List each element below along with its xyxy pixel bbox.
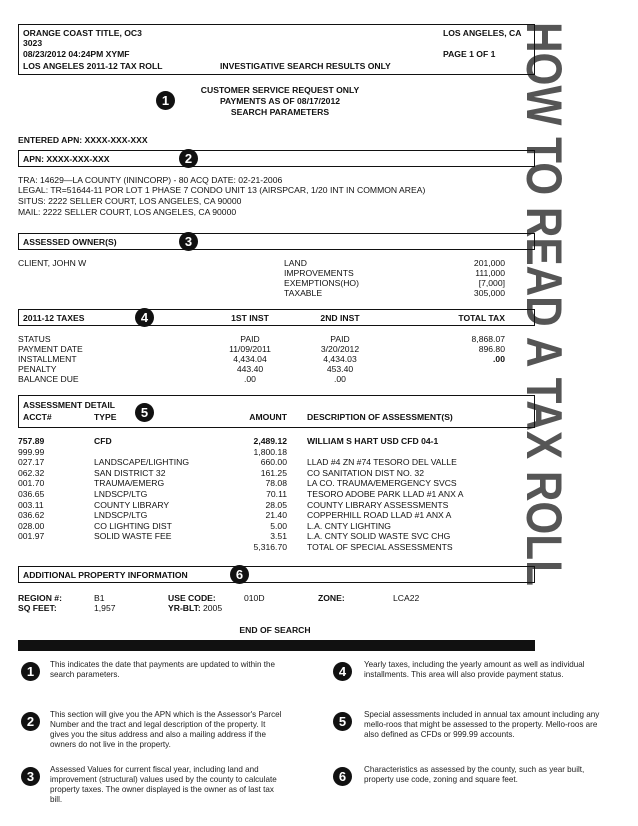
inst2-header: 2ND INST <box>320 313 360 323</box>
total-balance: .00 <box>493 354 505 364</box>
total-header: TOTAL TAX <box>458 313 505 323</box>
note-5-badge: 5 <box>333 712 352 731</box>
request-line-2: PAYMENTS AS OF 08/17/2012 <box>219 96 341 106</box>
side-title <box>516 22 620 689</box>
total-column <box>420 334 505 364</box>
use-code-value: 010D <box>244 593 265 603</box>
note-1-badge: 1 <box>21 662 40 681</box>
description-cell: CO SANITATION DIST NO. 32 <box>307 467 424 478</box>
table-row <box>18 531 518 541</box>
inst1-penalty: 443.40 <box>236 364 264 374</box>
note-2-badge: 2 <box>21 712 40 731</box>
county-name: LOS ANGELES, CA <box>443 28 522 38</box>
note-1-text: This indicates the date that payments are updated to within the search parameters. <box>50 660 275 679</box>
status-label: STATUS <box>18 334 51 344</box>
note-2-text: This section will give you the APN which is the Assessor's Parcel Number and the tract and legal description of the property. It gives you the situs address and also a mailing address if the owners do not live in the property. <box>50 710 282 749</box>
land-label: LAND <box>284 258 307 268</box>
description-cell: LA CO. TRAUMA/EMERGENCY SVCS <box>307 478 457 489</box>
company-code: 3023 <box>23 38 43 48</box>
type-cell: SOLID WASTE FEE <box>94 531 172 542</box>
zone-label: ZONE: <box>318 593 345 603</box>
acct-cell: 036.62 <box>18 510 45 521</box>
table-row <box>18 542 518 552</box>
page-number: PAGE 1 OF 1 <box>443 49 496 59</box>
description-cell: L.A. CNTY SOLID WASTE SVC CHG <box>307 531 451 542</box>
use-code-label: USE CODE: <box>168 593 216 603</box>
table-row <box>18 468 518 478</box>
note-3-text: Assessed Values for current fiscal year, including land and improvement (structural) values used by the county to calculate property taxes. The owner displayed is the owner as of last tax bill. <box>50 765 277 804</box>
year-built-value: 2005 <box>203 603 223 613</box>
acct-header: ACCT# <box>23 412 52 422</box>
note-5-text: Special assessments included in annual tax amount including any mello-roos that might be assessed to the property. Mello-roos are also defined as CFDs or 999.99 accounts. <box>364 710 600 739</box>
inst1-column <box>213 334 287 384</box>
table-row <box>18 436 518 446</box>
taxes-label: 2011-12 TAXES <box>23 313 85 323</box>
report-title: INVESTIGATIVE SEARCH RESULTS ONLY <box>220 61 391 71</box>
type-cell: LNDSCP/LTG <box>94 489 148 499</box>
type-cell: SAN DISTRICT 32 <box>94 467 166 478</box>
table-row <box>18 478 518 488</box>
description-cell: COPPERHILL ROAD LLAD #1 ANX A <box>307 510 452 521</box>
note-6-text: Characteristics as assessed by the county, such as year built, property use code, zoning and square feet. <box>364 765 585 784</box>
divider-bar <box>18 640 535 651</box>
type-header: TYPE <box>94 412 117 422</box>
inst1-installment: 4,434.04 <box>233 354 267 364</box>
tax-row-labels <box>18 334 83 384</box>
penalty-label: PENALTY <box>18 364 57 374</box>
installment-label: INSTALLMENT <box>18 354 77 364</box>
inst2-status: PAID <box>330 334 350 344</box>
inst1-payment-date: 11/09/2011 <box>229 344 271 354</box>
description-cell: COUNTY LIBRARY ASSESSMENTS <box>307 499 449 510</box>
inst2-payment-date: 3/20/2012 <box>320 344 360 354</box>
amount-cell: 5,316.70 <box>253 542 287 552</box>
request-line-1: CUSTOMER SERVICE REQUEST ONLY <box>200 85 360 95</box>
type-cell: TRAUMA/EMERG <box>94 478 165 489</box>
region-label: REGION #: <box>18 593 62 603</box>
owner-name: CLIENT, JOHN W <box>18 258 87 268</box>
type-cell: CFD <box>94 436 112 446</box>
table-row <box>18 447 518 457</box>
amount-cell: 70.11 <box>266 489 287 499</box>
region-value: B1 <box>94 593 105 603</box>
callout-5-badge: 5 <box>135 403 154 422</box>
acct-cell: 001.97 <box>18 531 45 542</box>
amount-cell: 1,800.18 <box>253 446 287 457</box>
total-installment: 8,868.07 <box>471 334 505 344</box>
exemptions-value: [7,000] <box>478 278 505 288</box>
type-cell: LNDSCP/LTG <box>94 510 148 521</box>
table-row <box>18 489 518 499</box>
inst2-balance: .00 <box>334 374 346 384</box>
improvements-label: IMPROVEMENTS <box>284 268 354 278</box>
callout-4-badge: 4 <box>135 308 154 327</box>
inst2-installment: 4,434.03 <box>323 354 357 364</box>
amount-cell: 21.40 <box>265 510 287 521</box>
acct-cell: 027.17 <box>18 457 45 468</box>
acct-cell: 003.11 <box>18 499 44 510</box>
payment-date-label: PAYMENT DATE <box>18 344 83 354</box>
sqft-label: SQ FEET: <box>18 603 57 613</box>
owners-label: ASSESSED OWNER(S) <box>23 237 117 247</box>
inst2-column <box>303 334 377 384</box>
amount-cell: 5.00 <box>270 520 287 531</box>
inst2-penalty: 453.40 <box>326 364 354 374</box>
acct-cell: 001.70 <box>18 478 45 489</box>
side-title-text: HOW TO READ A TAX ROLL <box>516 22 572 689</box>
inst1-header: 1ST INST <box>231 313 269 323</box>
acct-cell: 028.00 <box>18 520 45 531</box>
table-row <box>18 521 518 531</box>
inst1-balance: .00 <box>244 374 256 384</box>
note-4-text: Yearly taxes, including the yearly amount as well as individual installments. This area will also provide payment status. <box>364 660 585 679</box>
amount-cell: 2,489.12 <box>253 436 287 446</box>
entered-apn: ENTERED APN: XXXX-XXX-XXX <box>18 135 148 145</box>
note-6-badge: 6 <box>333 767 352 786</box>
apn-label: APN: XXXX-XXX-XXX <box>23 154 110 164</box>
tax-roll-name: LOS ANGELES 2011-12 TAX ROLL <box>23 61 163 71</box>
request-line-3: SEARCH PARAMETERS <box>230 107 330 117</box>
amount-cell: 28.05 <box>265 499 287 510</box>
type-cell: COUNTY LIBRARY <box>94 499 170 510</box>
amount-header: AMOUNT <box>249 412 287 422</box>
situs-line: SITUS: 2222 SELLER COURT, LOS ANGELES, CA 90000 <box>18 196 242 206</box>
description-cell: WILLIAM S HART USD CFD 04-1 <box>307 436 439 446</box>
note-3-badge: 3 <box>21 767 40 786</box>
callout-2-badge: 2 <box>179 149 198 168</box>
description-cell: L.A. CNTY LIGHTING <box>307 520 391 531</box>
value-labels <box>284 258 359 298</box>
value-amounts <box>420 258 505 298</box>
description-header: DESCRIPTION OF ASSESSMENT(S) <box>307 412 453 422</box>
total-penalty: 896.80 <box>478 344 505 354</box>
callout-3-badge: 3 <box>179 232 198 251</box>
year-built-label: YR-BLT: <box>168 603 201 613</box>
taxable-label: TAXABLE <box>284 288 323 298</box>
company-name: ORANGE COAST TITLE, OC3 <box>23 28 142 38</box>
note-4-badge: 4 <box>333 662 352 681</box>
table-row <box>18 457 518 467</box>
type-cell: LANDSCAPE/LIGHTING <box>94 457 190 468</box>
end-of-search: END OF SEARCH <box>239 625 311 635</box>
amount-cell: 3.51 <box>270 531 287 542</box>
sqft-value: 1,957 <box>94 603 116 613</box>
acct-cell: 036.65 <box>18 489 45 499</box>
table-row <box>18 510 518 520</box>
exemptions-label: EXEMPTIONS(HO) <box>284 278 359 288</box>
type-cell: CO LIGHTING DIST <box>94 520 172 531</box>
description-cell: LLAD #4 ZN #74 TESORO DEL VALLE <box>307 457 457 468</box>
description-cell: TESORO ADOBE PARK LLAD #1 ANX A <box>307 489 464 499</box>
amount-cell: 78.08 <box>265 478 287 489</box>
tra-line: TRA: 14629—LA COUNTY (ININCORP) - 80 ACQ DATE: 02-21-2006 <box>18 175 283 185</box>
acct-cell: 999.99 <box>18 446 45 457</box>
additional-label: ADDITIONAL PROPERTY INFORMATION <box>23 570 188 580</box>
acct-cell: 757.89 <box>18 436 45 446</box>
amount-cell: 161.25 <box>260 467 287 478</box>
legal-line: LEGAL: TR=51644-11 POR LOT 1 PHASE 7 CONDO UNIT 13 (AIRSPCAR, 1/20 INT IN COMMON AREA) <box>18 185 426 195</box>
balance-due-label: BALANCE DUE <box>18 374 79 384</box>
description-cell: TOTAL OF SPECIAL ASSESSMENTS <box>307 542 453 552</box>
improvements-value: 111,000 <box>475 268 505 278</box>
callout-6-badge: 6 <box>230 565 249 584</box>
assessment-label: ASSESSMENT DETAIL <box>23 400 115 410</box>
zone-value: LCA22 <box>393 593 420 603</box>
report-datetime: 08/23/2012 04:24PM XYMF <box>23 49 130 59</box>
acct-cell: 062.32 <box>18 467 45 478</box>
inst1-status: PAID <box>240 334 260 344</box>
land-value: 201,000 <box>473 258 505 268</box>
taxable-value: 305,000 <box>473 288 505 298</box>
mail-line: MAIL: 2222 SELLER COURT, LOS ANGELES, CA 90000 <box>18 207 237 217</box>
callout-1-badge: 1 <box>156 91 175 110</box>
amount-cell: 660.00 <box>260 457 287 468</box>
table-row <box>18 500 518 510</box>
